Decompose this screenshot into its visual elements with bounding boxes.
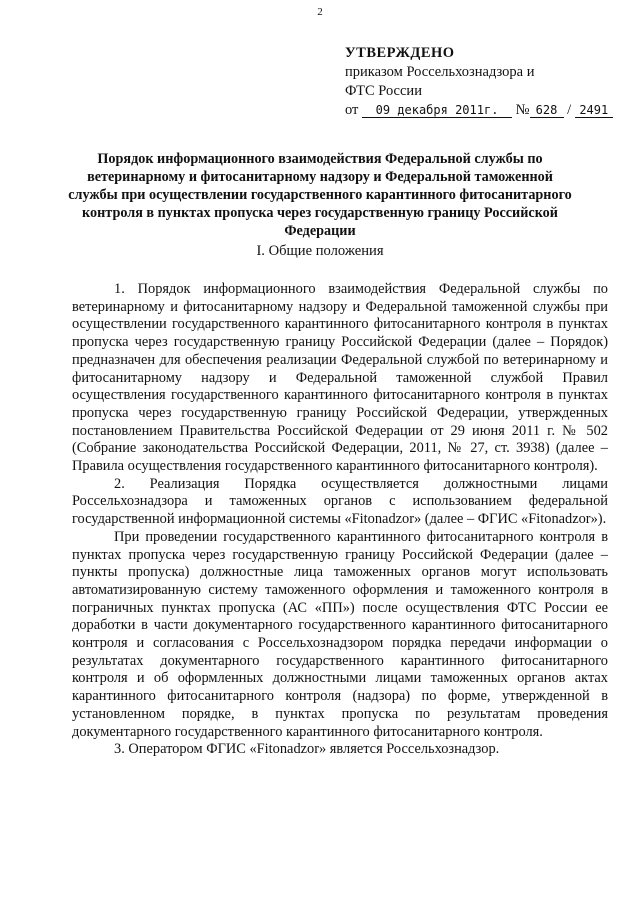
paragraph: 2. Реализация Порядка осуществляется должностными лицами Россельхознадзора и таможенных органов с использованием федеральной государственной информационной системы «Fitonadzor» (далее – ФГИС «Fitonadzor»). [72, 475, 608, 528]
paragraph: 3. Оператором ФГИС «Fitonadzor» является Россельхознадзор. [114, 741, 500, 758]
approval-date-number-line [345, 101, 635, 120]
paragraph: 1. Порядок информационного взаимодействия Федеральной службы по ветеринарному и фитосанитарному надзору и Федеральной таможенной службы при осуществлении государственного карантинного фитосанитарного контроля в пунктах пропуска через государственную границу Российской Федерации (далее – Порядок) предназначен для обеспечения реализации Федеральной службой по ветеринарному и фитосанитарному надзору и Федеральной таможенной службой Правил осуществления государственного карантинного фитосанитарного контроля в пунктах пропуска через государственную границу Российской Федерации, утвержденных постановлением Правительства Российской Федерации от 29 июня 2011 г. № 502 (Собрание законодательства Российской Федерации, 2011, № 27, ст. 3938) (далее – Правила осуществления государственного карантинного фитосанитарного контроля). [72, 281, 608, 475]
document-title: Порядок информационного взаимодействия Федеральной службы по ветеринарному и фитосанитарному надзору и Федеральной таможенной службы при осуществлении государственного карантинного фитосанитарного контроля в пунктах пропуска через государственную границу Российской Федерации [68, 151, 572, 239]
document-body [72, 281, 608, 759]
order-date: 09 декабря 2011г. [362, 103, 512, 118]
order-number-b: 2491 [575, 103, 613, 118]
page-number: 2 [317, 6, 323, 18]
paragraph: При проведении государственного карантинного фитосанитарного контроля в пунктах пропуска через государственную границу Российской Федерации (далее – пункты пропуска) должностные лица таможенных органов могут использовать автоматизированную систему таможенного оформления и таможенного контроля в пограничных пунктах пропуска (АС «ПП») после осуществления ФТС России ее доработки в части документарного государственного карантинного фитосанитарного контроля и согласования с Россельхознадзором порядка передачи информации о результатах документарного государственного карантинного фитосанитарного контроля и об оформленных должностными лицами таможенных органов актах карантинного фитосанитарного контроля (надзора) по форме, утвержденной в установленном порядке, в пунктах пропуска по результатам проведения документарного государственного карантинного фитосанитарного контроля. [72, 528, 608, 740]
approval-line-order: приказом Россельхознадзора и [345, 64, 535, 80]
number-separator: / [567, 102, 572, 118]
date-prefix: от [345, 102, 359, 118]
approval-line-agency: ФТС России [345, 83, 422, 99]
approval-heading: УТВЕРЖДЕНО [345, 45, 455, 61]
approval-block [345, 44, 635, 120]
number-prefix: № [515, 102, 530, 118]
order-number-a: 628 [530, 103, 564, 118]
section-heading: I. Общие положения [256, 243, 384, 259]
